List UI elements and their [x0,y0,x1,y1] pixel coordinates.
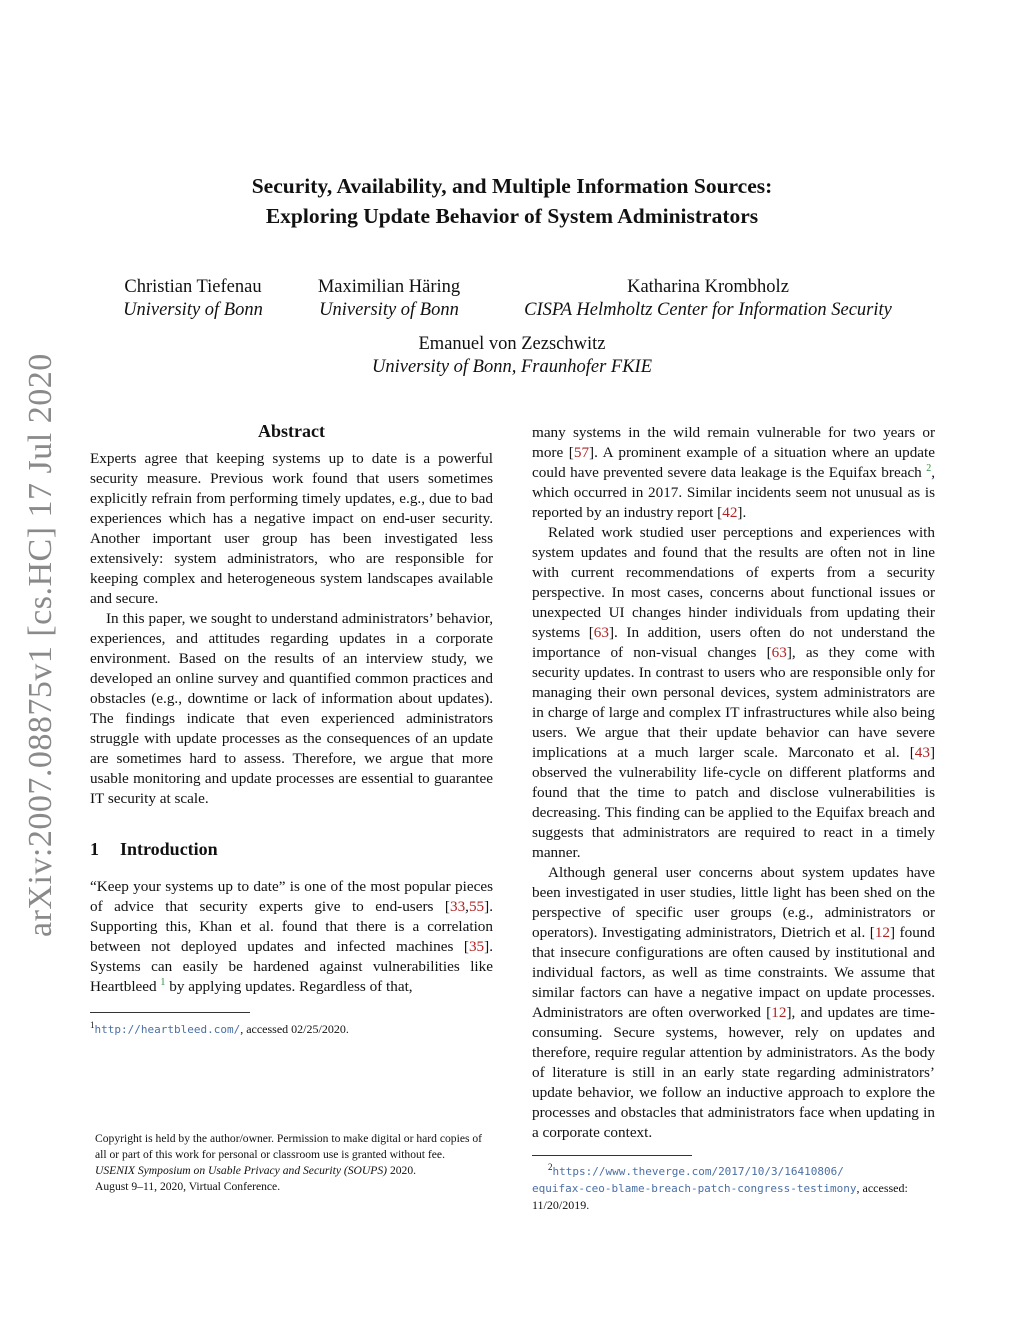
citation-link[interactable]: 12 [874,924,891,941]
footnote-marker[interactable]: 2 [926,462,932,474]
footnote-1 [90,1017,493,1038]
venue-year: 2020. [387,1164,417,1177]
author-4 [300,333,724,379]
footnote-text: , accessed 02/25/2020. [240,1022,349,1036]
footnote-number: 2 [548,1162,553,1172]
citation-link[interactable]: 57 [573,444,590,461]
citation-link[interactable]: 63 [593,624,609,641]
author-affiliation: CISPA Helmholtz Center for Information Security [524,300,892,320]
footnote-number: 1 [90,1020,95,1030]
footnote-rule [90,1012,250,1013]
citation-link[interactable]: 33 [449,898,466,915]
arxiv-identifier: arXiv:2007.08875v1 [cs.HC] 17 Jul 2020 [22,353,59,937]
citation-link[interactable]: 63 [771,644,787,661]
author-3 [498,276,918,322]
left-column [90,421,493,997]
right-paragraph-3: Although general user concerns about system updates have been investigated in user studies, little light has been shed on the perspective of specific user groups (e.g., administrators or operators). Investigating administrators, Dietrich et al. [12] found that insecure configurations are often caused by institutional and individual factors, as well as time constraints. We assume that similar factors can have a negative impact on update processes. Administrators are often overworked [12], and updates are time-consuming. Secure systems, however, rely on updates and therefore, require regular attention by administrators. As the body of literature is still in an early state regarding administrators’ update behavior, we follow an inductive approach to explore the processes and obstacles that administrators face when updating in a corporate context. [532,864,935,1141]
section-heading [90,839,493,859]
author-affiliation: University of Bonn [319,300,459,320]
section-title: Introduction [120,839,218,859]
title-line-2: Exploring Update Behavior of System Administrators [265,204,759,228]
footnote-url-link[interactable]: http://heartbleed.com/ [94,1023,241,1036]
abstract-paragraph-1: Experts agree that keeping systems up to date is a powerful security measure. Previous work found that users sometimes explicitly refrain from performing timely updates, e.g., due to bad experiences which has a negative impact on end-user security. Another important user group has been investigated less extensively: system administrators, who are responsible for keeping complex and heterogeneous system landscapes available and secure. [90,450,493,607]
venue-line [95,1163,495,1179]
author-name: Christian Tiefenau [124,277,262,297]
footnote-rule [532,1155,692,1156]
author-1 [100,276,286,322]
citation-link[interactable]: 55 [468,898,485,915]
abstract-heading: Abstract [258,421,325,441]
footnote-2 [532,1159,935,1214]
copyright-text: Copyright is held by the author/owner. Permission to make digital or hard copies of all or part of this work for personal or classroom use is granted without fee. [95,1132,483,1161]
abstract-paragraph-2: In this paper, we sought to understand administrators’ behavior, experiences, and attitudes regarding updates in a corporate environment. Based on the results of an interview study, we developed an online survey and quantified common practices and obstacles (e.g., downtime or lack of information about updates). The findings indicate that even experienced administrators struggle with update processes as the consequences of an update are sometimes hard to assess. Therefore, we argue that more usable monitoring and update processes are essential to guarantee IT security at scale. [90,610,493,807]
title-line-1: Security, Availability, and Multiple Information Sources: [251,174,773,198]
paper-title [90,171,934,231]
author-name: Emanuel von Zezschwitz [418,334,606,354]
footnote-marker[interactable]: 1 [160,976,166,988]
section-number: 1 [90,839,99,859]
citation-link[interactable]: 35 [468,938,485,955]
footnote-text: , accessed: 11/20/2019. [532,1181,908,1212]
intro-paragraph: “Keep your systems up to date” is one of the most popular pieces of advice that security experts give to end-users [33,55]. Supporting this, Khan et al. found that there is a correlation between not deployed updates and infected machines [35]. Systems can easily be hardened against vulnerabilities like Heartbleed $^1$ by applying updates. Regardless of that, [90,878,493,995]
author-2 [296,276,482,322]
right-column [532,423,935,1143]
right-paragraph-1: many systems in the wild remain vulnerable for two years or more [57]. A prominent example of a situation where an update could have prevented severe data leakage is the Equifax breach $^2$, which occurred in 2017. Similar incidents seem not unusual as is reported by an industry report [42]. [532,424,935,521]
footnote-url-link[interactable]: https://www.theverge.com/2017/10/3/16410806/ [552,1165,844,1178]
right-paragraph-2: Related work studied user perceptions and experiences with system updates and found that the results are often not in line with current recommendations of experts from a security perspective. In most cases, concerns about functional issues or unexpected UI changes hinder individuals from updating their systems [63]. In addition, users often do not understand the importance of non-visual changes [63], as they come with security updates. In contrast to users who are responsible only for managing their own personal devices, system administrators are in charge of large and complex IT infrastructures while also being users. We argue that their update behavior can have severe implications at a much larger scale. Marconato et al. [43] observed the vulnerability life-cycle on different platforms and found that the time to patch and disclose vulnerabilities is decreasing. This finding can be applied to the Equifax breach and suggests that administrators are required to react in a timely manner. [532,524,935,861]
footnote-url-link-continued[interactable]: equifax-ceo-blame-breach-patch-congress-testimony [532,1182,857,1195]
citation-link[interactable]: 12 [771,1004,787,1021]
author-name: Katharina Krombholz [627,277,789,297]
conference-dates: August 9–11, 2020, Virtual Conference. [95,1180,281,1193]
author-affiliation: University of Bonn [123,300,263,320]
citation-link[interactable]: 43 [914,744,930,761]
author-affiliation: University of Bonn, Fraunhofer FKIE [371,357,653,377]
copyright-notice [95,1131,495,1195]
venue-name: USENIX Symposium on Usable Privacy and Security (SOUPS) [95,1164,388,1177]
author-name: Maximilian Häring [317,277,461,297]
citation-link[interactable]: 42 [722,504,738,521]
